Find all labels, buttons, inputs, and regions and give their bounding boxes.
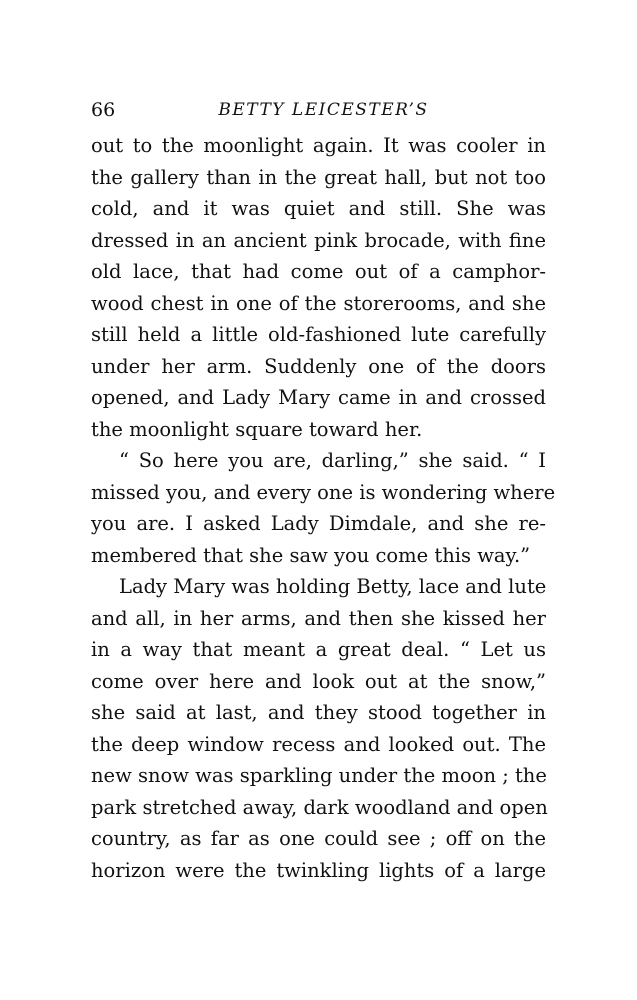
text-line: park stretched away, dark woodland and open — [91, 795, 548, 819]
text-line: Lady Mary was holding Betty, lace and lute — [119, 575, 547, 598]
text-line: the moonlight square toward her. — [91, 417, 423, 441]
text-line: come over here and look out at the snow,” — [91, 669, 546, 693]
text-line: membered that she saw you come this way.” — [91, 543, 531, 567]
text-line: cold, and it was quiet and still. She was — [91, 197, 546, 220]
text-line: horizon were the twinkling lights of a large — [91, 858, 546, 882]
text-line: the deep window recess and looked out. The — [91, 732, 546, 756]
text-line: and all, in her arms, and then she kissed her — [91, 606, 546, 630]
text-line: in a way that meant a great deal. “ Let us — [91, 638, 546, 661]
body-text — [91, 130, 556, 886]
text-line: dressed in an ancient pink brocade, with fine — [91, 228, 546, 252]
text-line: out to the moonlight again. It was cooler in — [91, 134, 546, 157]
text-line: opened, and Lady Mary came in and crossed — [91, 386, 546, 409]
text-line: old lace, that had come out of a camphor- — [91, 260, 546, 283]
page-header — [91, 96, 546, 124]
text-line: the gallery than in the great hall, but not too — [91, 165, 546, 189]
text-line: wood chest in one of the storerooms, and she — [91, 291, 546, 315]
text-line: new snow was sparkling under the moon ; the — [91, 764, 547, 787]
text-line: missed you, and every one is wondering where — [91, 480, 556, 504]
text-line: country, as far as one could see ; off on the — [91, 827, 546, 850]
text-line: you are. I asked Lady Dimdale, and she re- — [91, 512, 546, 535]
running-title: BETTY LEICESTER’S — [218, 100, 429, 120]
page-number: 66 — [91, 99, 116, 121]
text-line: she said at last, and they stood together in — [91, 701, 546, 724]
text-line: “ So here you are, darling,” she said. “ I — [119, 449, 546, 472]
text-line: under her arm. Suddenly one of the doors — [91, 354, 546, 378]
text-line: still held a little old-fashioned lute carefully — [91, 323, 546, 346]
